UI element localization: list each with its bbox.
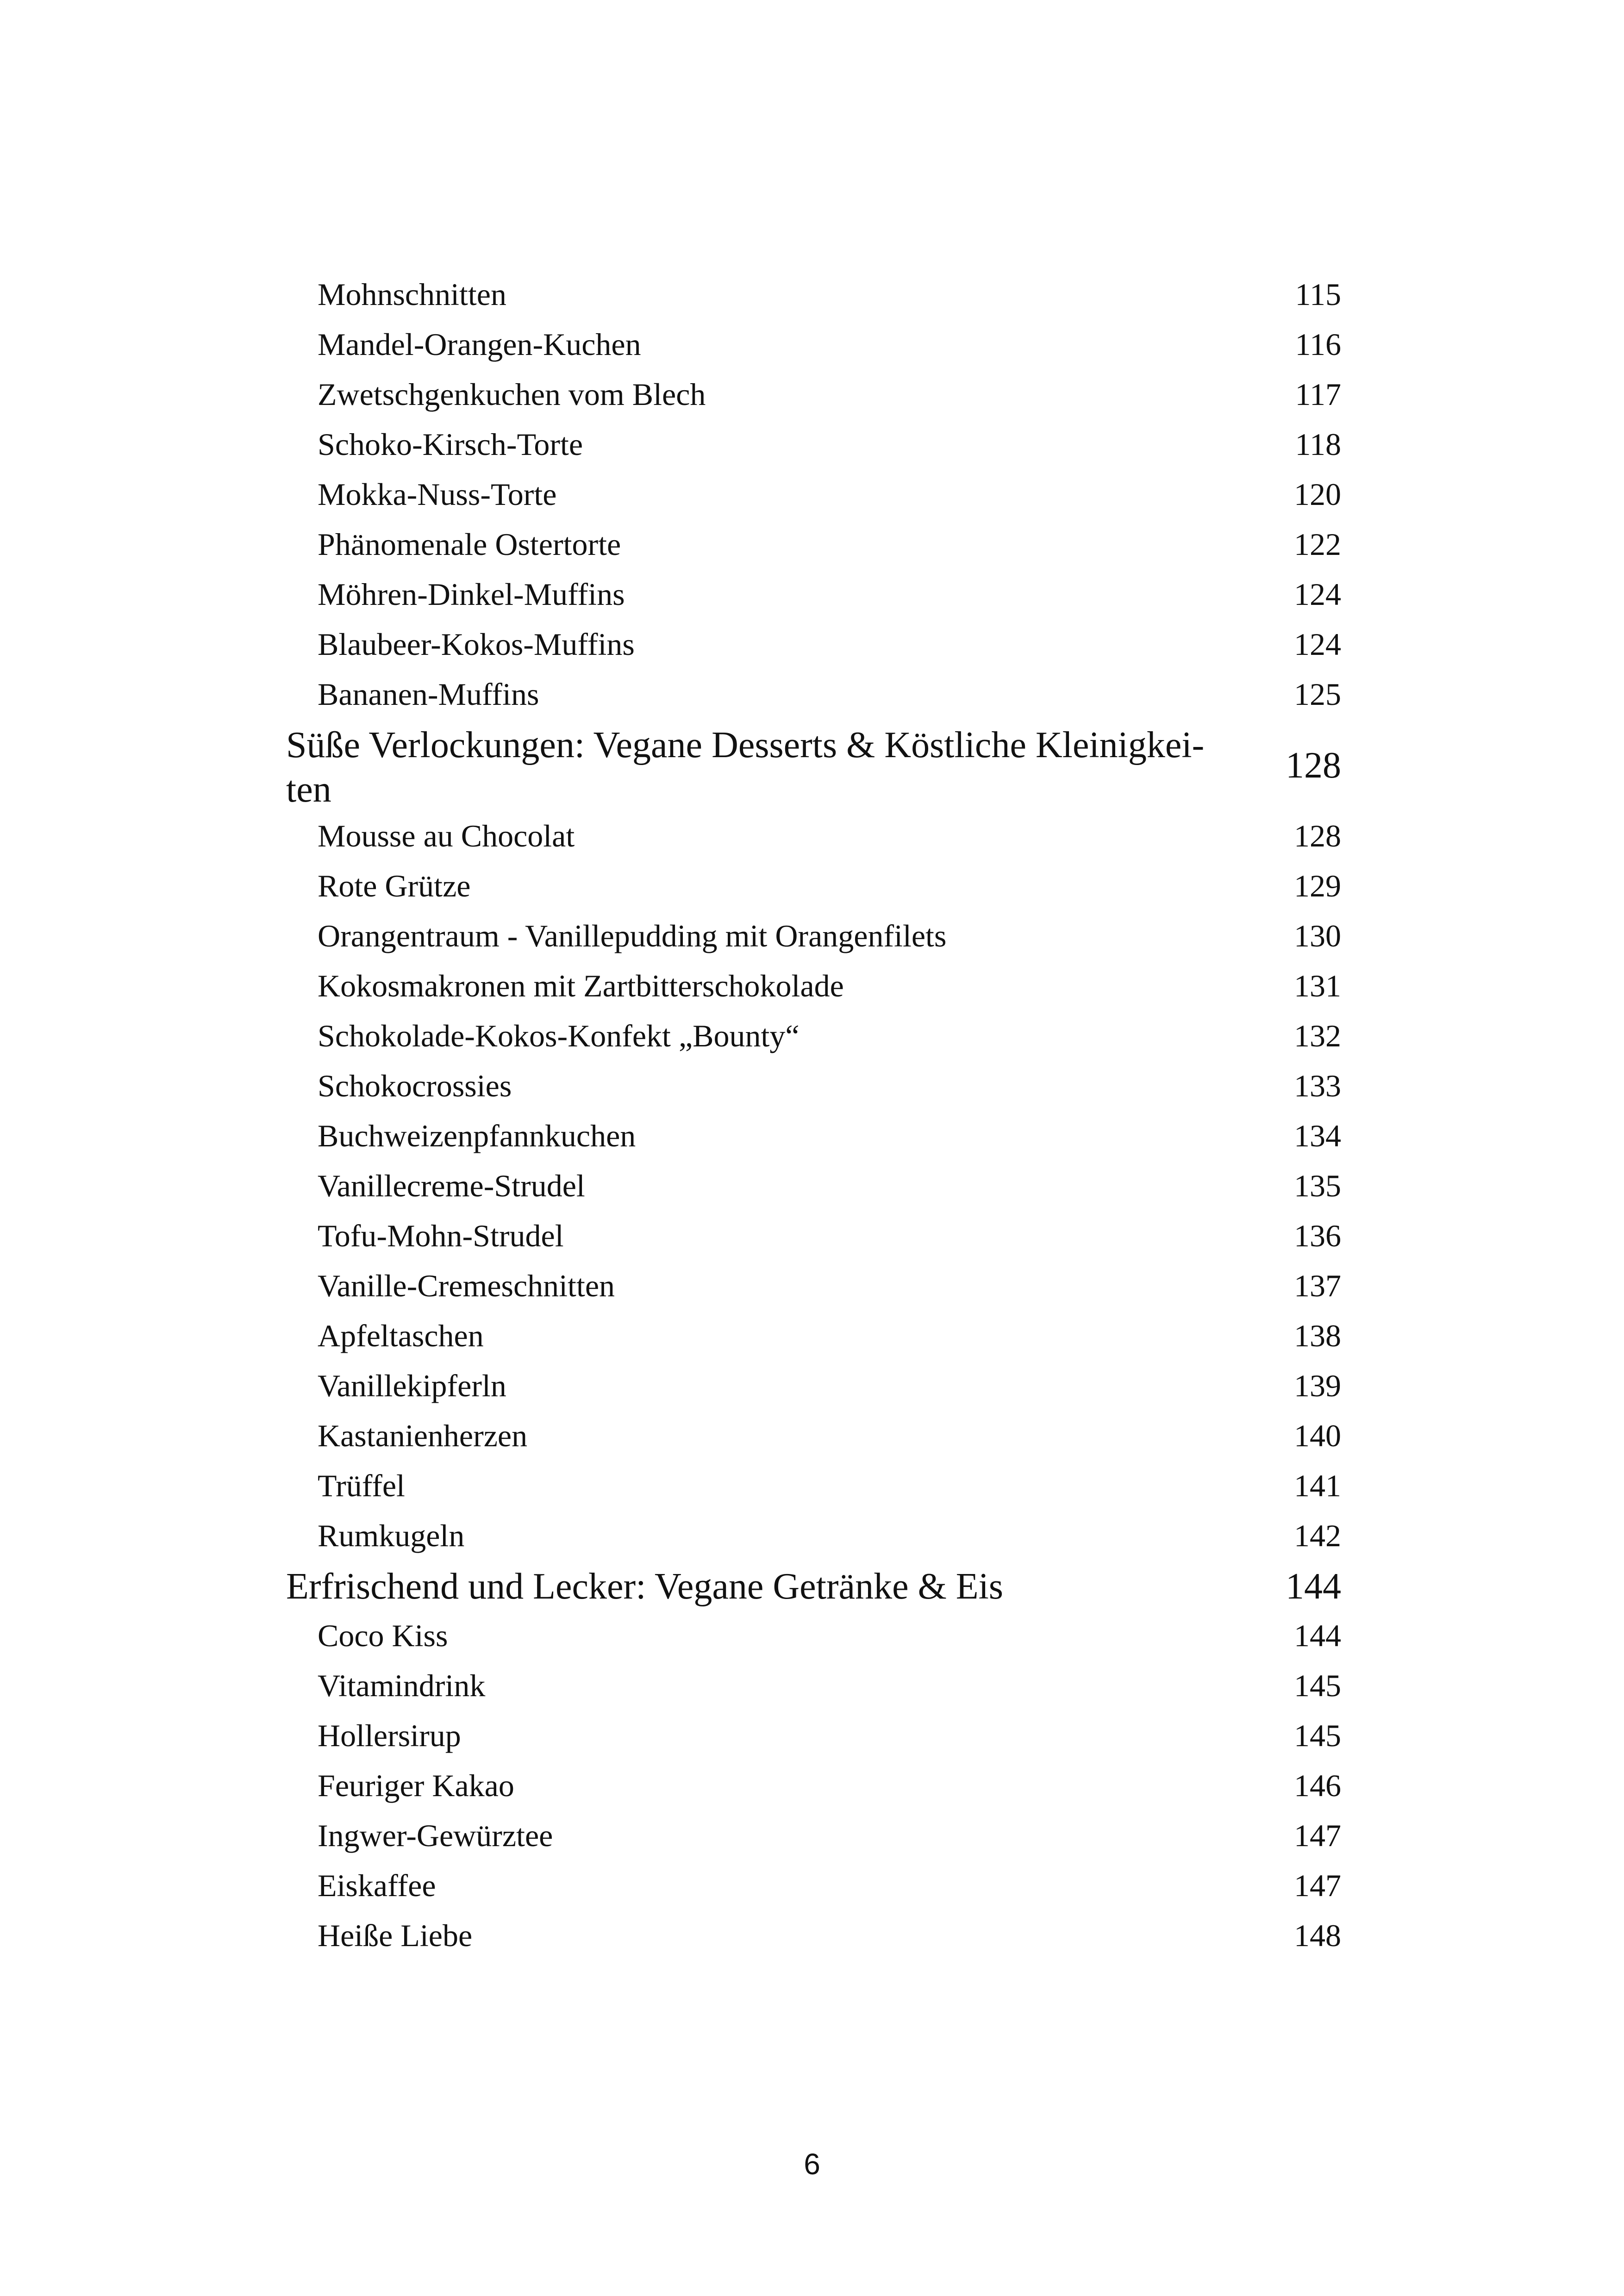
toc-entry[interactable] — [0, 1161, 1624, 1211]
toc-entry-title: Vanillecreme-Strudel — [318, 1168, 585, 1203]
toc-entry[interactable] — [0, 1461, 1624, 1511]
toc-entry-page: 133 — [1294, 1068, 1341, 1103]
toc-entry-title: Orangentraum - Vanillepudding mit Orangenfilets — [318, 918, 947, 953]
toc-entry-page: 130 — [1294, 918, 1341, 953]
toc-entry-title: Vitamindrink — [318, 1668, 486, 1703]
toc-chapter-title-line: ten — [286, 769, 331, 810]
toc-entry-page: 137 — [1294, 1268, 1341, 1303]
toc-entry-title: Trüffel — [318, 1468, 405, 1503]
toc-chapter-page: 128 — [1286, 745, 1341, 786]
toc-entry-page: 134 — [1294, 1118, 1341, 1153]
toc-entry-title: Heiße Liebe — [318, 1918, 473, 1953]
toc-entry[interactable] — [0, 811, 1624, 861]
toc-entry[interactable] — [0, 1011, 1624, 1061]
toc-entry-title: Ingwer-Gewürztee — [318, 1818, 553, 1853]
toc-entry-title: Zwetschgenkuchen vom Blech — [318, 377, 706, 412]
toc-entry[interactable] — [0, 1111, 1624, 1161]
toc-entry-page: 147 — [1294, 1868, 1341, 1903]
toc-entry-title: Feuriger Kakao — [318, 1768, 514, 1803]
toc-entry[interactable] — [0, 1511, 1624, 1561]
toc-entry[interactable] — [0, 1411, 1624, 1461]
toc-entry-title: Möhren-Dinkel-Muffins — [318, 577, 625, 612]
toc-entry[interactable] — [0, 1711, 1624, 1761]
toc-entry-title: Kastanienherzen — [318, 1418, 528, 1453]
toc-chapter-title-line: Süße Verlockungen: Vegane Desserts & Köstliche Kleinigkei- — [286, 725, 1205, 765]
toc-entry-title: Vanille-Cremeschnitten — [318, 1268, 615, 1303]
toc-entry[interactable] — [0, 519, 1624, 569]
toc-entry-page: 135 — [1294, 1168, 1341, 1203]
toc-entry-page: 148 — [1294, 1918, 1341, 1953]
table-of-contents — [0, 269, 1624, 1960]
toc-entry-title: Phänomenale Ostertorte — [318, 527, 621, 562]
toc-entry-title: Rote Grütze — [318, 868, 471, 903]
toc-entry[interactable] — [0, 1361, 1624, 1411]
toc-entry-title: Hollersirup — [318, 1718, 461, 1753]
toc-entry-title: Vanillekipferln — [318, 1368, 506, 1403]
toc-entry-title: Mandel-Orangen-Kuchen — [318, 327, 641, 362]
toc-entry-title: Blaubeer-Kokos-Muffins — [318, 627, 635, 662]
toc-entry-page: 115 — [1295, 277, 1341, 312]
toc-entry-page: 117 — [1295, 377, 1341, 412]
toc-entry-page: 145 — [1294, 1718, 1341, 1753]
toc-entry[interactable] — [0, 961, 1624, 1011]
toc-entry-page: 131 — [1294, 968, 1341, 1003]
toc-entry-page: 139 — [1294, 1368, 1341, 1403]
toc-entry[interactable] — [0, 569, 1624, 619]
toc-entry-page: 124 — [1294, 627, 1341, 662]
toc-entry-title: Coco Kiss — [318, 1618, 448, 1653]
toc-entry-title: Kokosmakronen mit Zartbitterschokolade — [318, 968, 844, 1003]
toc-entry-page: 140 — [1294, 1418, 1341, 1453]
toc-entry-page: 142 — [1294, 1518, 1341, 1553]
toc-entry-title: Schokocrossies — [318, 1068, 512, 1103]
toc-entry-title: Mokka-Nuss-Torte — [318, 477, 557, 512]
toc-entry-page: 120 — [1294, 477, 1341, 512]
toc-entry[interactable] — [0, 469, 1624, 519]
toc-entry[interactable] — [0, 1910, 1624, 1960]
toc-chapter-title — [286, 723, 1268, 812]
toc-entry[interactable] — [0, 269, 1624, 319]
toc-chapter[interactable] — [0, 1561, 1624, 1611]
toc-entry[interactable] — [0, 1211, 1624, 1261]
toc-entry[interactable] — [0, 319, 1624, 369]
toc-entry-page: 129 — [1294, 868, 1341, 903]
toc-entry[interactable] — [0, 669, 1624, 719]
toc-entry-title: Schokolade-Kokos-Konfekt „Bounty“ — [318, 1018, 800, 1053]
toc-entry-title: Mousse au Chocolat — [318, 818, 575, 853]
toc-entry-page: 124 — [1294, 577, 1341, 612]
toc-entry-page: 116 — [1295, 327, 1341, 362]
toc-entry-title: Apfeltaschen — [318, 1318, 484, 1353]
toc-entry[interactable] — [0, 911, 1624, 961]
toc-entry-page: 128 — [1294, 818, 1341, 853]
toc-chapter[interactable] — [0, 719, 1624, 811]
toc-entry-title: Rumkugeln — [318, 1518, 465, 1553]
toc-entry[interactable] — [0, 1611, 1624, 1661]
toc-entry-page: 138 — [1294, 1318, 1341, 1353]
toc-entry-page: 132 — [1294, 1018, 1341, 1053]
toc-entry[interactable] — [0, 619, 1624, 669]
toc-entry-page: 125 — [1294, 677, 1341, 712]
toc-entry-title: Mohnschnitten — [318, 277, 506, 312]
toc-entry[interactable] — [0, 369, 1624, 419]
toc-entry-page: 118 — [1295, 427, 1341, 462]
toc-entry[interactable] — [0, 1761, 1624, 1811]
toc-chapter-page: 144 — [1286, 1566, 1341, 1607]
toc-entry-title: Tofu-Mohn-Strudel — [318, 1218, 564, 1253]
toc-entry-title: Eiskaffee — [318, 1868, 436, 1903]
toc-entry[interactable] — [0, 1061, 1624, 1111]
page-number: 6 — [804, 2147, 820, 2181]
toc-entry-page: 141 — [1294, 1468, 1341, 1503]
toc-entry-page: 145 — [1294, 1668, 1341, 1703]
toc-entry-page: 144 — [1294, 1618, 1341, 1653]
toc-entry[interactable] — [0, 1661, 1624, 1711]
toc-entry[interactable] — [0, 1860, 1624, 1910]
toc-chapter-title: Erfrischend und Lecker: Vegane Getränke & Eis — [286, 1566, 1004, 1607]
toc-entry-title: Schoko-Kirsch-Torte — [318, 427, 583, 462]
toc-entry-page: 122 — [1294, 527, 1341, 562]
toc-entry[interactable] — [0, 861, 1624, 911]
toc-entry-title: Bananen-Muffins — [318, 677, 539, 712]
toc-entry-page: 136 — [1294, 1218, 1341, 1253]
toc-entry[interactable] — [0, 1261, 1624, 1311]
toc-entry-title: Buchweizenpfannkuchen — [318, 1118, 636, 1153]
toc-entry[interactable] — [0, 1811, 1624, 1860]
toc-entry[interactable] — [0, 419, 1624, 469]
toc-entry-page: 146 — [1294, 1768, 1341, 1803]
toc-entry[interactable] — [0, 1311, 1624, 1361]
toc-entry-page: 147 — [1294, 1818, 1341, 1853]
